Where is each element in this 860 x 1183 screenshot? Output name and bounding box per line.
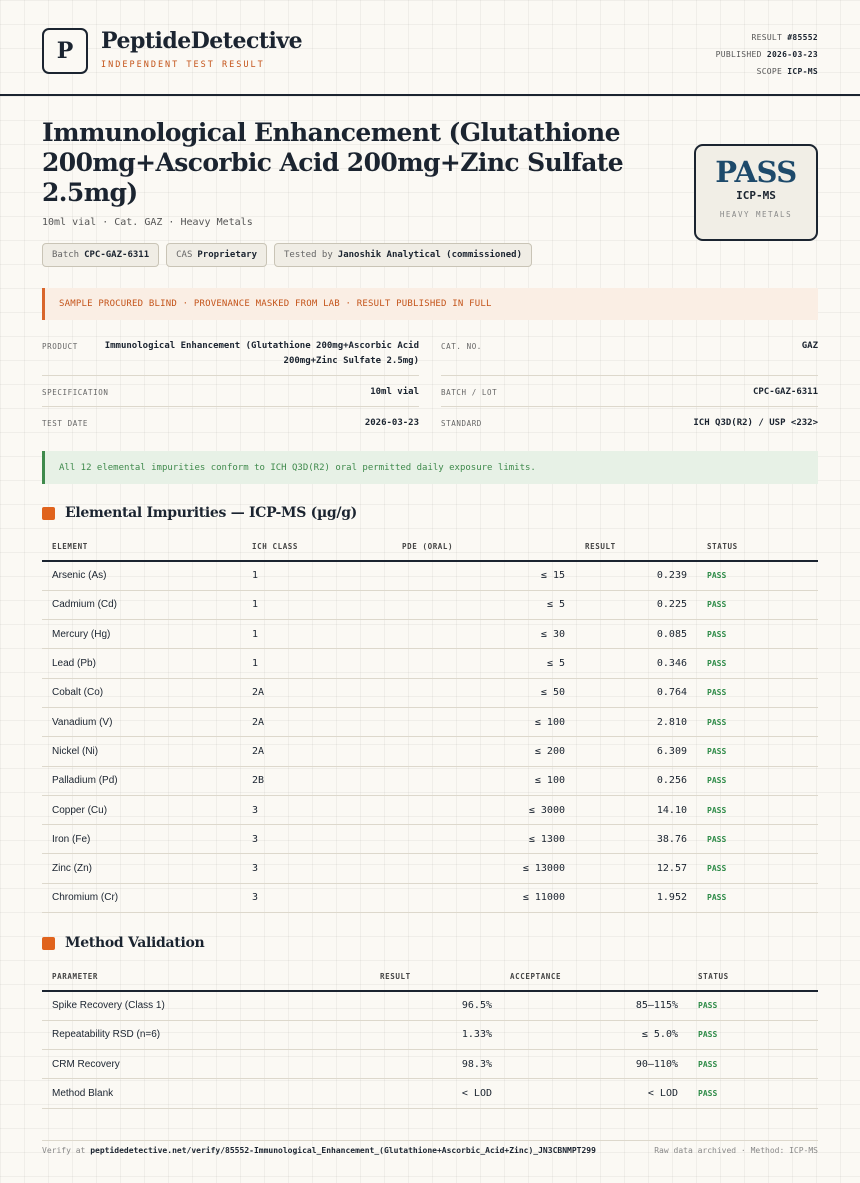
pde-cell: ≤ 200 xyxy=(352,737,565,766)
status-badge: PASS xyxy=(678,1020,818,1049)
col-element: ELEMENT xyxy=(42,533,242,561)
product-title: Immunological Enhancement (Glutathione 200mg+Ascorbic Acid 200mg+Zinc Sulfate 2.5mg) xyxy=(42,118,624,207)
info-value: ICH Q3D(R2) / USP <232> xyxy=(693,418,818,428)
result-id-line xyxy=(716,29,818,46)
table-row xyxy=(42,766,818,795)
table-row xyxy=(42,590,818,619)
status-badge: PASS xyxy=(687,649,818,678)
brand-name: PeptideDetective xyxy=(101,28,303,54)
section-title-text: Elemental Impurities — ICP-MS (µg/g) xyxy=(65,505,358,521)
ich-class-cell: 2A xyxy=(242,678,352,707)
pde-cell: ≤ 100 xyxy=(352,766,565,795)
chip-batch xyxy=(42,243,159,267)
parameter-cell: CRM Recovery xyxy=(42,1050,332,1079)
result-cell: 96.5% xyxy=(332,991,492,1020)
ich-class-cell: 1 xyxy=(242,620,352,649)
conformance-banner: All 12 elemental impurities conform to ICH Q3D(R2) oral permitted daily exposure limits. xyxy=(42,451,818,484)
result-cell: 1.952 xyxy=(565,883,687,912)
procurement-notice: SAMPLE PROCURED BLIND · PROVENANCE MASKED FROM LAB · RESULT PUBLISHED IN FULL xyxy=(42,288,818,320)
verify-line xyxy=(42,1146,596,1155)
ich-class-cell: 2A xyxy=(242,707,352,736)
info-label: BATCH / LOT xyxy=(441,388,498,397)
impurities-section-title xyxy=(42,505,357,521)
verdict-stamp xyxy=(694,144,818,241)
col-result: RESULT xyxy=(332,963,492,991)
chip-cas xyxy=(166,243,267,267)
result-label: RESULT xyxy=(751,33,783,42)
info-label: STANDARD xyxy=(441,419,482,428)
chip-value: Janoshik Analytical (commissioned) xyxy=(337,250,523,260)
ich-class-cell: 2A xyxy=(242,737,352,766)
published-line xyxy=(716,46,818,63)
result-cell: 0.239 xyxy=(565,561,687,590)
info-value: 2026-03-23 xyxy=(364,418,419,428)
scope-label: SCOPE xyxy=(756,67,783,76)
section-title-text: Method Validation xyxy=(65,935,205,951)
report-footer xyxy=(42,1140,818,1155)
brand-logo: P xyxy=(42,28,88,74)
ich-class-cell: 1 xyxy=(242,561,352,590)
status-badge: PASS xyxy=(678,991,818,1020)
footer-note: Raw data archived · Method: ICP-MS xyxy=(654,1146,818,1155)
info-label: CAT. NO. xyxy=(441,342,482,351)
table-row xyxy=(42,737,818,766)
chip-tested-by xyxy=(274,243,532,267)
chip-label: CAS xyxy=(176,250,193,260)
scope-value: ICP-MS xyxy=(787,67,818,76)
parameter-cell: Method Blank xyxy=(42,1079,332,1108)
result-cell: 12.57 xyxy=(565,854,687,883)
result-cell: 0.256 xyxy=(565,766,687,795)
validation-section-title xyxy=(42,935,204,951)
element-cell: Palladium (Pd) xyxy=(42,766,242,795)
verdict-category: HEAVY METALS xyxy=(719,210,793,219)
result-cell: 0.085 xyxy=(565,620,687,649)
col-acceptance: ACCEPTANCE xyxy=(492,963,678,991)
table-row xyxy=(42,649,818,678)
ich-class-cell: 3 xyxy=(242,795,352,824)
report-meta xyxy=(716,29,818,80)
result-cell: 0.225 xyxy=(565,590,687,619)
element-cell: Lead (Pb) xyxy=(42,649,242,678)
table-row xyxy=(42,678,818,707)
info-label: SPECIFICATION xyxy=(42,388,109,397)
acceptance-cell: < LOD xyxy=(492,1079,678,1108)
acceptance-cell: 85–115% xyxy=(492,991,678,1020)
verdict-word: PASS xyxy=(715,155,797,189)
col-result: RESULT xyxy=(565,533,687,561)
table-row xyxy=(42,707,818,736)
element-cell: Chromium (Cr) xyxy=(42,883,242,912)
col-status: STATUS xyxy=(678,963,818,991)
parameter-cell: Repeatability RSD (n=6) xyxy=(42,1020,332,1049)
status-badge: PASS xyxy=(687,561,818,590)
result-cell: 0.764 xyxy=(565,678,687,707)
status-badge: PASS xyxy=(687,854,818,883)
published-date: 2026-03-23 xyxy=(766,50,818,59)
ich-class-cell: 3 xyxy=(242,854,352,883)
section-marker-icon xyxy=(42,937,55,950)
info-standard xyxy=(441,407,818,438)
result-cell: 1.33% xyxy=(332,1020,492,1049)
info-value: Immunological Enhancement (Glutathione 200mg+Ascorbic Acid 200mg+Zinc Sulfate 2.5mg) xyxy=(104,341,419,366)
status-badge: PASS xyxy=(687,737,818,766)
ich-class-cell: 1 xyxy=(242,590,352,619)
pde-cell: ≤ 30 xyxy=(352,620,565,649)
product-subtitle: 10ml vial · Cat. GAZ · Heavy Metals xyxy=(42,217,253,228)
element-cell: Arsenic (As) xyxy=(42,561,242,590)
status-badge: PASS xyxy=(687,590,818,619)
element-cell: Nickel (Ni) xyxy=(42,737,242,766)
status-badge: PASS xyxy=(687,707,818,736)
pde-cell: ≤ 13000 xyxy=(352,854,565,883)
pde-cell: ≤ 5 xyxy=(352,649,565,678)
col-ich-class: ICH CLASS xyxy=(242,533,352,561)
result-cell: 0.346 xyxy=(565,649,687,678)
result-cell: 38.76 xyxy=(565,825,687,854)
element-cell: Iron (Fe) xyxy=(42,825,242,854)
table-row xyxy=(42,883,818,912)
table-row xyxy=(42,854,818,883)
acceptance-cell: 90–110% xyxy=(492,1050,678,1079)
ich-class-cell: 2B xyxy=(242,766,352,795)
pde-cell: ≤ 5 xyxy=(352,590,565,619)
table-row xyxy=(42,1079,818,1108)
table-row xyxy=(42,1050,818,1079)
pde-cell: ≤ 11000 xyxy=(352,883,565,912)
verify-prefix: Verify at xyxy=(42,1146,86,1155)
pde-cell: ≤ 3000 xyxy=(352,795,565,824)
status-badge: PASS xyxy=(678,1050,818,1079)
info-value: GAZ xyxy=(801,341,818,351)
info-value: 10ml vial xyxy=(370,387,419,397)
info-value: CPC-GAZ-6311 xyxy=(752,387,818,397)
verify-link[interactable]: peptidedetective.net/verify/85552-Immunological_Enhancement_(Glutathione+Ascorbic_Acid+Zinc)_JN3CBNMPT299 xyxy=(90,1146,596,1155)
table-header-row xyxy=(42,963,818,991)
result-cell: < LOD xyxy=(332,1079,492,1108)
table-row xyxy=(42,825,818,854)
pde-cell: ≤ 15 xyxy=(352,561,565,590)
status-badge: PASS xyxy=(687,678,818,707)
ich-class-cell: 1 xyxy=(242,649,352,678)
pde-cell: ≤ 50 xyxy=(352,678,565,707)
info-test-date xyxy=(42,407,419,438)
result-cell: 98.3% xyxy=(332,1050,492,1079)
status-badge: PASS xyxy=(687,766,818,795)
brand-tagline: INDEPENDENT TEST RESULT xyxy=(101,60,265,70)
status-badge: PASS xyxy=(687,883,818,912)
table-row xyxy=(42,1020,818,1049)
table-row xyxy=(42,561,818,590)
impurities-table xyxy=(42,533,818,913)
report-header xyxy=(0,0,860,96)
chip-value: CPC-GAZ-6311 xyxy=(84,250,150,260)
info-specification xyxy=(42,376,419,407)
status-badge: PASS xyxy=(687,795,818,824)
table-row xyxy=(42,620,818,649)
chip-label: Batch xyxy=(52,250,80,260)
element-cell: Cobalt (Co) xyxy=(42,678,242,707)
chip-value: Proprietary xyxy=(197,250,257,260)
status-badge: PASS xyxy=(687,620,818,649)
pde-cell: ≤ 100 xyxy=(352,707,565,736)
info-label: TEST DATE xyxy=(42,419,89,428)
pde-cell: ≤ 1300 xyxy=(352,825,565,854)
chip-label: Tested by xyxy=(284,250,333,260)
section-marker-icon xyxy=(42,507,55,520)
element-cell: Vanadium (V) xyxy=(42,707,242,736)
element-cell: Copper (Cu) xyxy=(42,795,242,824)
info-batch xyxy=(441,376,818,407)
col-status: STATUS xyxy=(687,533,818,561)
verdict-method: ICP-MS xyxy=(736,189,776,202)
published-label: PUBLISHED xyxy=(715,50,762,59)
element-cell: Cadmium (Cd) xyxy=(42,590,242,619)
element-cell: Mercury (Hg) xyxy=(42,620,242,649)
info-chips xyxy=(42,243,532,267)
status-badge: PASS xyxy=(678,1079,818,1108)
info-product xyxy=(42,332,419,376)
status-badge: PASS xyxy=(687,825,818,854)
element-cell: Zinc (Zn) xyxy=(42,854,242,883)
parameter-cell: Spike Recovery (Class 1) xyxy=(42,991,332,1020)
result-cell: 2.810 xyxy=(565,707,687,736)
result-cell: 6.309 xyxy=(565,737,687,766)
validation-table xyxy=(42,963,818,1109)
scope-line xyxy=(716,63,818,80)
col-parameter: PARAMETER xyxy=(42,963,332,991)
table-row xyxy=(42,795,818,824)
info-label: PRODUCT xyxy=(42,342,78,351)
table-header-row xyxy=(42,533,818,561)
ich-class-cell: 3 xyxy=(242,825,352,854)
result-cell: 14.10 xyxy=(565,795,687,824)
info-catno xyxy=(441,332,818,376)
acceptance-cell: ≤ 5.0% xyxy=(492,1020,678,1049)
table-row xyxy=(42,991,818,1020)
result-id: #85552 xyxy=(787,33,818,42)
ich-class-cell: 3 xyxy=(242,883,352,912)
col-pde: PDE (ORAL) xyxy=(352,533,565,561)
